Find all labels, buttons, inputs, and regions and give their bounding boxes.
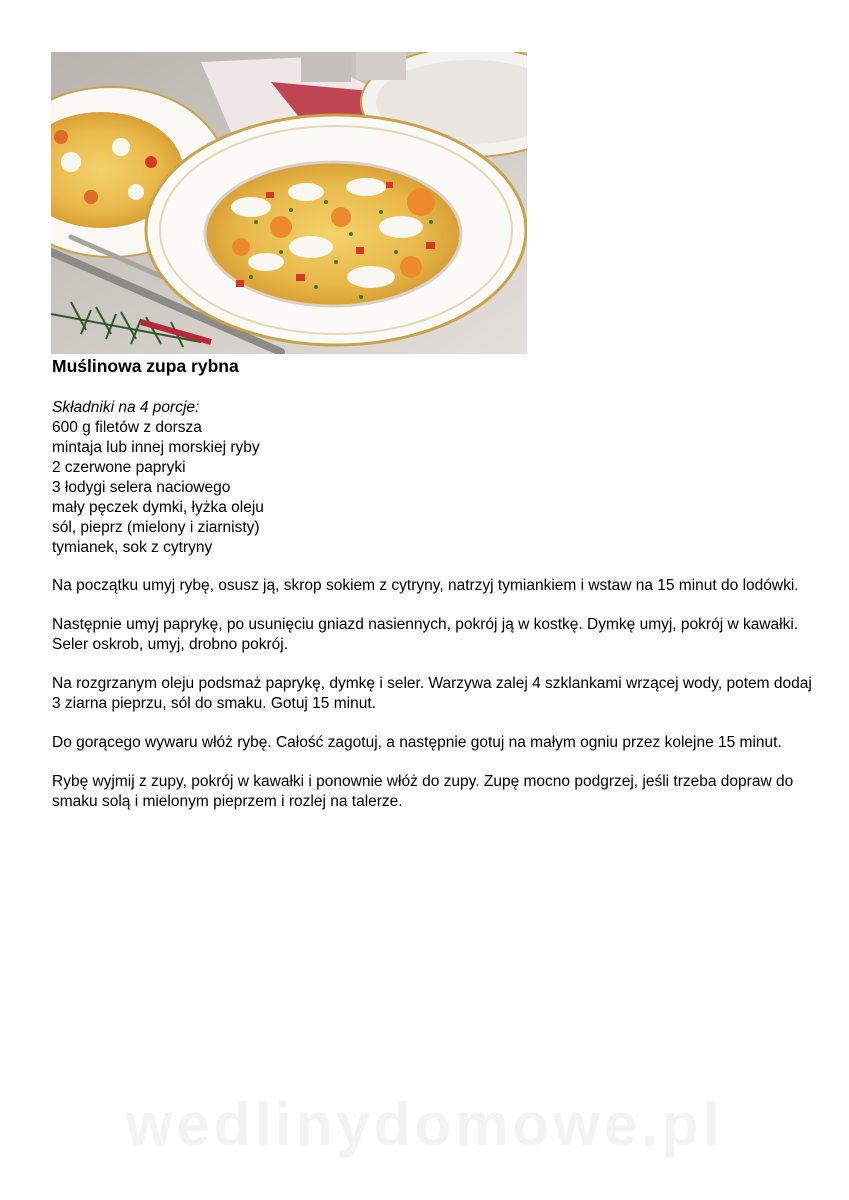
ingredients-list <box>52 398 264 558</box>
ingredient-item: sól, pieprz (mielony i ziarnisty) <box>52 519 260 536</box>
soup-photo <box>51 52 527 354</box>
ingredient-item: 2 czerwone papryki <box>52 459 186 476</box>
step-paragraph: Na rozgrzanym oleju podsmaż paprykę, dymkę i seler. Warzywa zalej 4 szklankami wrzącej wody, potem dodaj 3 ziarna pieprzu, sól do smaku. Gotuj 15 minut. <box>52 675 812 712</box>
ingredient-item: 3 łodygi selera naciowego <box>52 479 231 496</box>
preparation-steps <box>52 576 812 831</box>
ingredient-item: mintaja lub innej morskiej ryby <box>52 439 260 456</box>
step-paragraph: Na początku umyj rybę, osusz ją, skrop sokiem z cytryny, natrzyj tymiankiem i wstaw na 15 minut do lodówki. <box>52 577 799 594</box>
step-paragraph: Następnie umyj paprykę, po usunięciu gniazd nasiennych, pokrój ją w kostkę. Dymkę umyj, pokrój w kawałki. Seler oskrob, umyj, drobno pokrój. <box>52 616 799 653</box>
ingredient-item: 600 g filetów z dorsza <box>52 419 202 436</box>
ingredient-item: mały pęczek dymki, łyżka oleju <box>52 499 264 516</box>
step-paragraph: Rybę wyjmij z zupy, pokrój w kawałki i ponownie włóż do zupy. Zupę mocno podgrzej, jeśli trzeba dopraw do smaku solą i mielonym pieprzem i rozlej na talerze. <box>52 773 794 810</box>
recipe-title: Muślinowa zupa rybna <box>52 356 239 376</box>
step-paragraph: Do gorącego wywaru włóż rybę. Całość zagotuj, a następnie gotuj na małym ogniu przez kolejne 15 minut. <box>52 734 782 751</box>
ingredient-item: tymianek, sok z cytryny <box>52 539 213 556</box>
ingredients-heading: Składniki na 4 porcje: <box>52 399 200 416</box>
watermark: wedlinydomowe.pl <box>125 1091 724 1158</box>
